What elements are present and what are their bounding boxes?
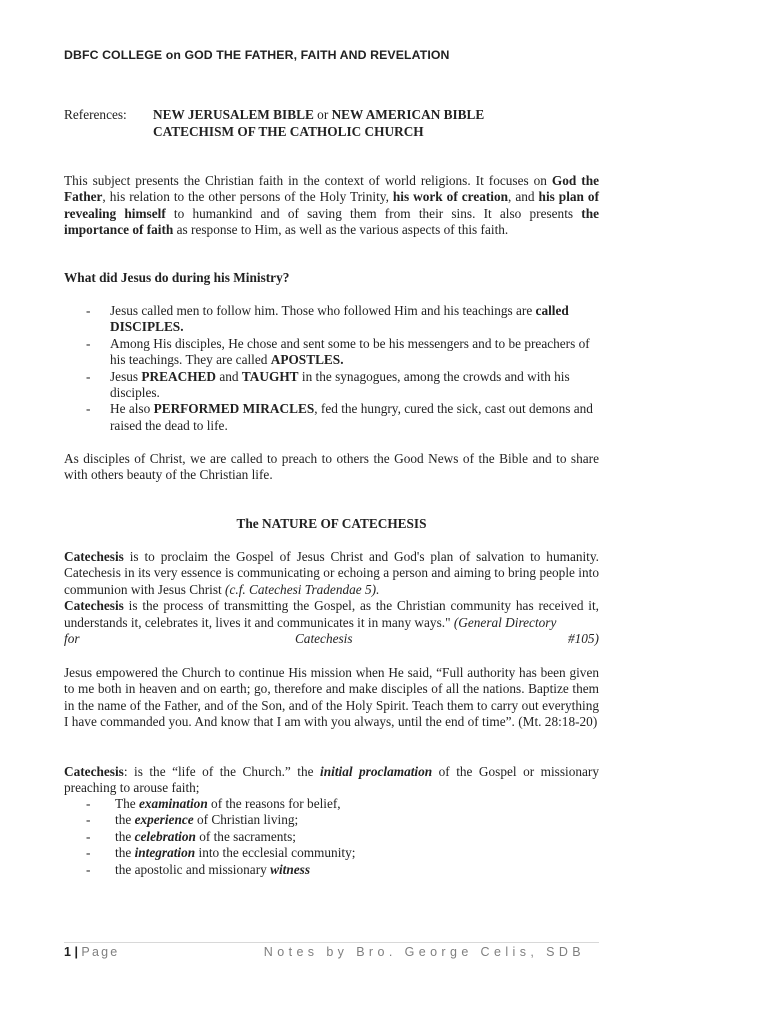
list-item: [64, 812, 599, 828]
citation-line: [64, 631, 599, 647]
ref-or: or: [317, 107, 329, 122]
item-bold: PERFORMED MIRACLES: [153, 401, 315, 417]
citation: (General Directory: [453, 614, 557, 630]
item-emphasis: experience: [134, 812, 194, 828]
citation-word: #105): [567, 631, 599, 647]
item-emphasis: witness: [270, 861, 311, 877]
emphasis: initial proclamation: [320, 764, 433, 779]
list-item: [64, 796, 599, 812]
citation: (c.f. Catechesi Tradendae 5).: [225, 581, 380, 597]
footer-notes: Notes by Bro. George Celis, SDB: [263, 945, 585, 959]
citation-word: Catechesis: [294, 631, 353, 647]
page-footer: [64, 942, 599, 959]
item-text: and: [216, 368, 242, 384]
dash-bullet: -: [86, 796, 91, 811]
document-header: DBFC COLLEGE on GOD THE FATHER, FAITH AND REVELATION: [64, 48, 450, 62]
list-item: [64, 845, 599, 861]
intro-bold: God the Father: [64, 173, 599, 205]
item-emphasis: celebration: [134, 828, 196, 844]
references-bibles: [153, 107, 484, 123]
intro-text: to humankind and of saving them from their sins. It also presents: [165, 205, 582, 221]
dash-bullet: -: [86, 303, 91, 318]
catechesis-aspects-list: [64, 796, 599, 878]
item-text: of the reasons for belief,: [207, 796, 341, 811]
dash-bullet: -: [86, 401, 91, 417]
item-emphasis: integration: [134, 845, 196, 861]
list-item: [64, 401, 599, 434]
item-text: the: [115, 845, 135, 861]
item-text: the: [115, 828, 135, 844]
item-bold: TAUGHT: [241, 368, 299, 384]
references-label: References:: [64, 107, 127, 122]
list-item: [64, 336, 599, 369]
page-word: Page: [81, 945, 120, 959]
term-bold: Catechesis: [64, 764, 124, 779]
item-bold: called DISCIPLES.: [110, 303, 569, 335]
item-bold: APOSTLES.: [270, 352, 344, 368]
ref-catechism: CATECHISM OF THE CATHOLIC CHURCH: [153, 124, 424, 139]
item-text: Among His disciples, He chose and sent some to be his messengers and to be preachers of his teachings. They are called: [110, 335, 590, 368]
item-text: into the ecclesial community;: [195, 845, 356, 861]
item-text: of the sacraments;: [195, 828, 296, 844]
item-text: the apostolic and missionary: [115, 861, 271, 877]
intro-text: as response to Him, as well as the various aspects of this faith.: [173, 222, 509, 238]
item-text: Jesus called men to follow him. Those who followed Him and his teachings are: [110, 303, 536, 318]
intro-bold: his plan of revealing himself: [64, 189, 600, 221]
ministry-question: What did Jesus do during his Ministry?: [64, 270, 290, 285]
definition-text: is to proclaim the Gospel of Jesus Christ and God's plan of salvation to humanity. Catechesis in its very essence is communicating or echoing a person and aiming to bring people into communion with Jesus Christ: [64, 549, 599, 597]
citation-word: for: [64, 631, 80, 647]
definition-text: is the process of transmitting the Gospel, as the Christian community has received it, understands it, celebrates it, lives it and communicates it in many ways.": [64, 598, 599, 630]
item-text: The: [115, 796, 139, 811]
term-bold: Catechesis: [64, 598, 124, 614]
paragraph-text: : is the “life of the Church.” the: [123, 764, 321, 779]
item-text: , fed the hungry, cured the sick, cast out demons and raised the dead to life.: [110, 401, 593, 433]
mission-paragraph: Jesus empowered the Church to continue His mission when He said, “Full authority has been given to me both in heaven and on earth; go, therefore and make disciples of all the nations. Baptize them in the name of the Father, and of the Son, and of the Holy Spirit. Teach them to carry out everything I have commanded you. And know that I am with you always, until the end of time”. (Mt. 28:18-20): [64, 665, 599, 730]
item-emphasis: examination: [139, 796, 208, 811]
intro-text: , his relation to the other persons of the Holy Trinity,: [102, 189, 393, 205]
ministry-list: [64, 303, 599, 434]
item-text: Jesus: [110, 368, 142, 384]
page-separator: |: [74, 945, 78, 959]
item-text: He also: [110, 401, 154, 417]
page-number: [64, 945, 119, 959]
item-text: the: [115, 812, 135, 828]
intro-text: , and: [508, 189, 539, 205]
dash-bullet: -: [86, 845, 91, 861]
intro-bold: the importance of faith: [64, 205, 599, 238]
dash-bullet: -: [86, 335, 91, 351]
list-item: [64, 862, 599, 878]
intro-text: This subject presents the Christian faith in the context of world religions. It focuses on: [64, 173, 552, 188]
dash-bullet: -: [86, 812, 91, 828]
disciples-paragraph: As disciples of Christ, we are called to preach to others the Good News of the Bible and to share with others beauty of the Christian life.: [64, 451, 599, 483]
item-text: of Christian living;: [193, 812, 299, 828]
list-item: [64, 829, 599, 845]
term-bold: Catechesis: [64, 549, 124, 564]
list-item: [64, 303, 599, 336]
item-bold: PREACHED: [141, 368, 217, 384]
dash-bullet: -: [86, 861, 91, 877]
dash-bullet: -: [86, 368, 91, 384]
dash-bullet: -: [86, 828, 91, 844]
paragraph-text: of the Gospel or missionary preaching to arouse faith;: [64, 764, 599, 796]
intro-paragraph: [64, 173, 599, 239]
ref-bible-a: NEW JERUSALEM BIBLE: [153, 107, 314, 122]
ref-bible-b: NEW AMERICAN BIBLE: [331, 107, 485, 122]
catechesis-definition: [64, 549, 599, 647]
intro-bold: his work of creation: [392, 189, 509, 205]
section-heading: The NATURE OF CATECHESIS: [236, 516, 427, 531]
page-number-value: 1: [64, 945, 71, 959]
life-of-church-paragraph: [64, 764, 599, 797]
list-item: [64, 369, 599, 402]
item-text: in the synagogues, among the crowds and with his disciples.: [110, 368, 570, 401]
